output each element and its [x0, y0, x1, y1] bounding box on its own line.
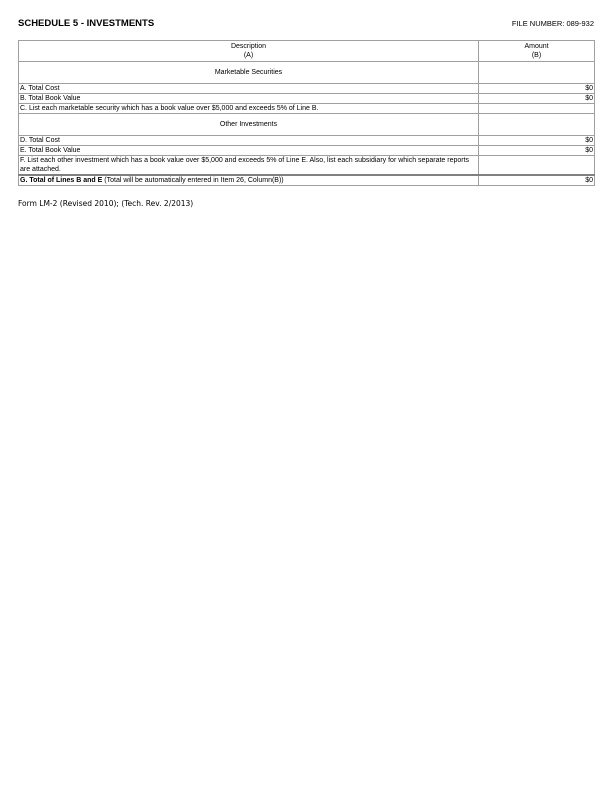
- row-a-label: A. Total Cost: [19, 84, 479, 94]
- row-b-amount: $0: [479, 94, 595, 104]
- section-header-row: [19, 114, 595, 136]
- total-row: [19, 175, 595, 186]
- description-column-header: [19, 41, 479, 62]
- row-d-amount: $0: [479, 136, 595, 146]
- table-row: [19, 84, 595, 94]
- section-amount-blank: [479, 114, 595, 136]
- row-e-label: E. Total Book Value: [19, 146, 479, 156]
- marketable-securities-heading: Marketable Securities: [19, 62, 479, 84]
- row-g-label: [19, 175, 479, 186]
- row-f-label: F. List each other investment which has a book value over $5,000 and exceeds 5% of Line E. Also, list each subsidiary for which separate reports are attached.: [19, 156, 479, 176]
- table-row: [19, 136, 595, 146]
- table-row: [19, 94, 595, 104]
- description-header-label: Description: [230, 43, 266, 50]
- schedule-title: SCHEDULE 5 - INVESTMENTS: [18, 18, 155, 29]
- description-header-code: (A): [243, 52, 254, 59]
- page-header: [18, 18, 594, 30]
- amount-header-code: (B): [531, 52, 542, 59]
- row-e-amount: $0: [479, 146, 595, 156]
- row-g-label-bold: G. Total of Lines B and E: [20, 177, 103, 184]
- investments-table: [18, 40, 595, 186]
- amount-column-header: [479, 41, 595, 62]
- section-amount-blank: [479, 62, 595, 84]
- other-investments-heading: Other Investments: [19, 114, 479, 136]
- column-header-row: [19, 41, 595, 62]
- table-row: [19, 156, 595, 176]
- section-header-row: [19, 62, 595, 84]
- row-d-label: D. Total Cost: [19, 136, 479, 146]
- row-g-amount: $0: [479, 175, 595, 186]
- table-row: [19, 146, 595, 156]
- row-c-amount: [479, 104, 595, 114]
- row-b-label: B. Total Book Value: [19, 94, 479, 104]
- row-f-amount: [479, 156, 595, 176]
- table-row: [19, 104, 595, 114]
- file-number: FILE NUMBER: 089-932: [511, 19, 594, 28]
- row-a-amount: $0: [479, 84, 595, 94]
- row-g-label-note: (Total will be automatically entered in Item 26, Column(B)): [102, 177, 284, 184]
- row-c-label: C. List each marketable security which has a book value over $5,000 and exceeds 5% of Line B.: [19, 104, 479, 114]
- form-revision-note: Form LM-2 (Revised 2010); (Tech. Rev. 2/2013): [18, 199, 194, 208]
- amount-header-label: Amount: [524, 43, 549, 50]
